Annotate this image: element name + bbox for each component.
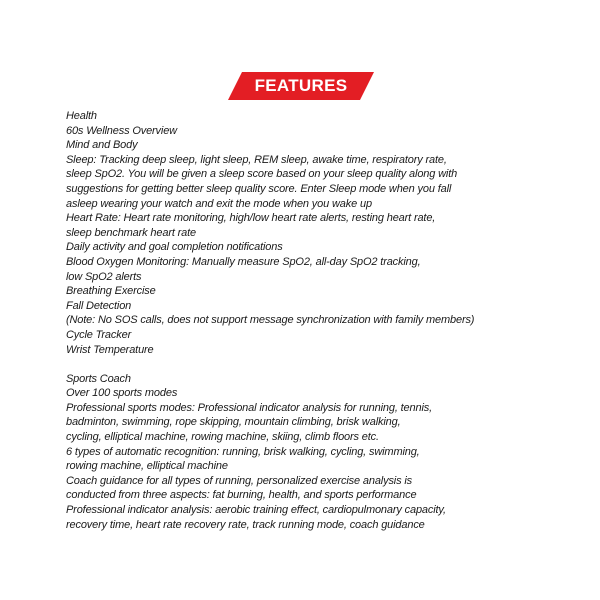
feature-line: Health <box>66 110 97 122</box>
feature-line: (Note: No SOS calls, does not support message synchronization with family members) <box>66 314 475 327</box>
features-banner <box>228 72 374 100</box>
feature-line: recovery time, heart rate recovery rate, track running mode, coach guidance <box>66 518 425 531</box>
feature-line: Heart Rate: Heart rate monitoring, high/low heart rate alerts, resting heart rate, <box>66 212 436 225</box>
feature-line: Cycle Tracker <box>66 328 132 341</box>
feature-line: sleep benchmark heart rate <box>66 226 197 239</box>
feature-line: rowing machine, elliptical machine <box>66 460 228 473</box>
feature-line: Over 100 sports modes <box>66 387 178 400</box>
feature-line: badminton, swimming, rope skipping, mountain climbing, brisk walking, <box>66 416 401 429</box>
feature-line: Professional indicator analysis: aerobic training effect, cardiopulmonary capacity, <box>66 504 446 517</box>
feature-line: Mind and Body <box>66 139 138 152</box>
feature-line: conducted from three aspects: fat burning, health, and sports performance <box>66 489 417 502</box>
feature-line: Fall Detection <box>66 299 132 312</box>
feature-line: Blood Oxygen Monitoring: Manually measure SpO2, all-day SpO2 tracking, <box>66 255 421 268</box>
blank-line <box>66 357 566 372</box>
feature-line: asleep wearing your watch and exit the mode when you wake up <box>66 197 372 210</box>
feature-line: Wrist Temperature <box>66 343 154 356</box>
feature-line: Coach guidance for all types of running, personalized exercise analysis is <box>66 474 412 487</box>
feature-line: Sleep: Tracking deep sleep, light sleep, REM sleep, awake time, respiratory rate, <box>66 153 447 166</box>
feature-line: Sports Coach <box>66 372 131 385</box>
feature-line: sleep SpO2. You will be given a sleep score based on your sleep quality along with <box>66 168 458 181</box>
feature-line: Professional sports modes: Professional indicator analysis for running, tennis, <box>66 401 433 414</box>
feature-line: cycling, elliptical machine, rowing machine, skiing, climb floors etc. <box>66 431 379 444</box>
feature-line: Breathing Exercise <box>66 285 156 298</box>
banner-title: FEATURES <box>254 76 348 95</box>
feature-line: 60s Wellness Overview <box>66 124 177 137</box>
feature-text <box>66 109 566 532</box>
feature-line: low SpO2 alerts <box>66 270 142 283</box>
feature-line: 6 types of automatic recognition: running, brisk walking, cycling, swimming, <box>66 445 420 458</box>
feature-line: Daily activity and goal completion notifications <box>66 241 283 254</box>
feature-line: suggestions for getting better sleep quality score. Enter Sleep mode when you fall <box>66 182 452 195</box>
